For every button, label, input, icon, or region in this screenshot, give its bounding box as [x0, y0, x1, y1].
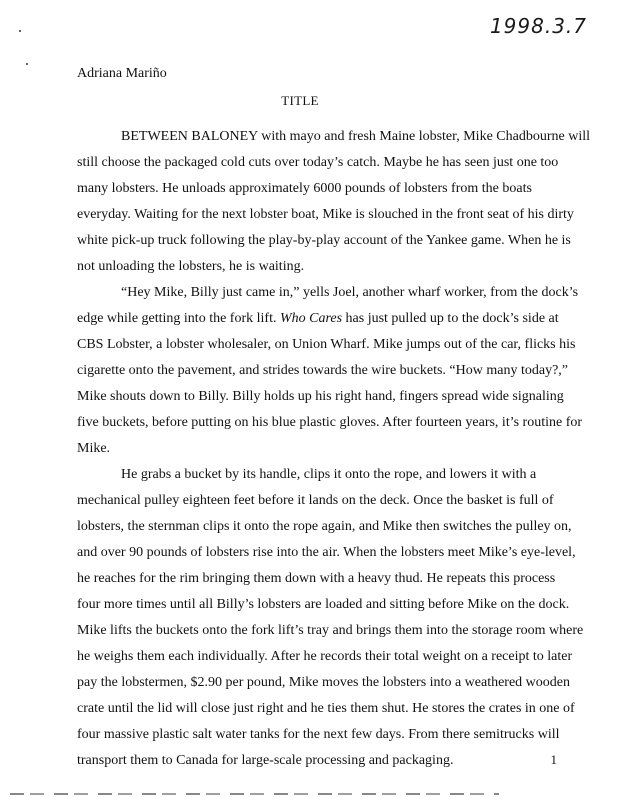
- text-line: crate until the lid will close just right and he ties them shut. He stores the crates in one of: [77, 701, 575, 716]
- text-line: and over 90 pounds of lobsters rise into the air. When the lobsters meet Mike’s eye-level,: [77, 545, 576, 560]
- author-name: Adriana Mariño: [77, 66, 167, 81]
- text-line: mechanical pulley eighteen feet before it lands on the deck. Once the basket is full of: [77, 493, 554, 508]
- page-number: 1: [550, 752, 557, 767]
- text-line: not unloading the lobsters, he is waiting.: [77, 259, 305, 274]
- text-fragment: edge while getting into the fork lift.: [77, 311, 277, 326]
- text-line: lobsters, the sternman clips it onto the rope again, and Mike then switches the pulley on,: [77, 519, 572, 534]
- text-line: he weighs them each individually. After he records their total weight on a receipt to later: [77, 649, 573, 664]
- text-line: many lobsters. He unloads approximately 6000 pounds of lobsters from the boats: [77, 181, 532, 196]
- text-line: white pick-up truck following the play-by-play account of the Yankee game. When he is: [77, 233, 571, 248]
- text-line: BETWEEN BALONEY with mayo and fresh Maine lobster, Mike Chadbourne will: [121, 129, 590, 144]
- handwritten-date: 1998.3.7: [489, 14, 587, 38]
- text-line: Mike shouts down to Billy. Billy holds up his right hand, fingers spread wide signaling: [77, 389, 564, 404]
- text-line: He grabs a bucket by its handle, clips it onto the rope, and lowers it with a: [121, 467, 537, 482]
- text-line: CBS Lobster, a lobster wholesaler, on Union Wharf. Mike jumps out of the car, flicks his: [77, 337, 576, 352]
- scan-bottom-edge: [10, 793, 499, 795]
- text-line: “Hey Mike, Billy just came in,” yells Joel, another wharf worker, from the dock’s: [121, 285, 579, 300]
- text-line: transport them to Canada for large-scale processing and packaging.: [77, 753, 454, 768]
- text-line: four massive plastic salt water tanks for the next few days. From there semitrucks will: [77, 727, 560, 742]
- document-body: [77, 124, 590, 774]
- text-line-mixed: [77, 306, 557, 332]
- text-line: still choose the packaged cold cuts over today’s catch. Maybe he has seen just one too: [77, 155, 559, 170]
- text-line: everyday. Waiting for the next lobster boat, Mike is slouched in the front seat of his dirty: [77, 207, 574, 222]
- document-title: TITLE: [281, 93, 319, 108]
- text-line: he reaches for the rim bringing them down with a heavy thud. He repeats this process: [77, 571, 556, 586]
- scan-speck: [26, 63, 28, 65]
- scan-speck: [19, 30, 21, 32]
- text-fragment: has just pulled up to the dock’s side at: [345, 311, 559, 326]
- text-line: cigarette onto the pavement, and strides towards the wire buckets. “How many today?,”: [77, 363, 569, 378]
- text-line: Mike lifts the buckets onto the fork lift’s tray and brings them into the storage room where: [77, 623, 584, 638]
- text-line: four more times until all Billy’s lobsters are loaded and sitting before Mike on the dock.: [77, 597, 570, 612]
- text-line: Mike.: [77, 441, 111, 456]
- text-line: five buckets, before putting on his blue plastic gloves. After fourteen years, it’s routine for: [77, 415, 583, 430]
- text-line: pay the lobstermen, $2.90 per pound, Mike moves the lobsters into a weathered wooden: [77, 675, 570, 690]
- boat-name: Who Cares: [279, 311, 343, 326]
